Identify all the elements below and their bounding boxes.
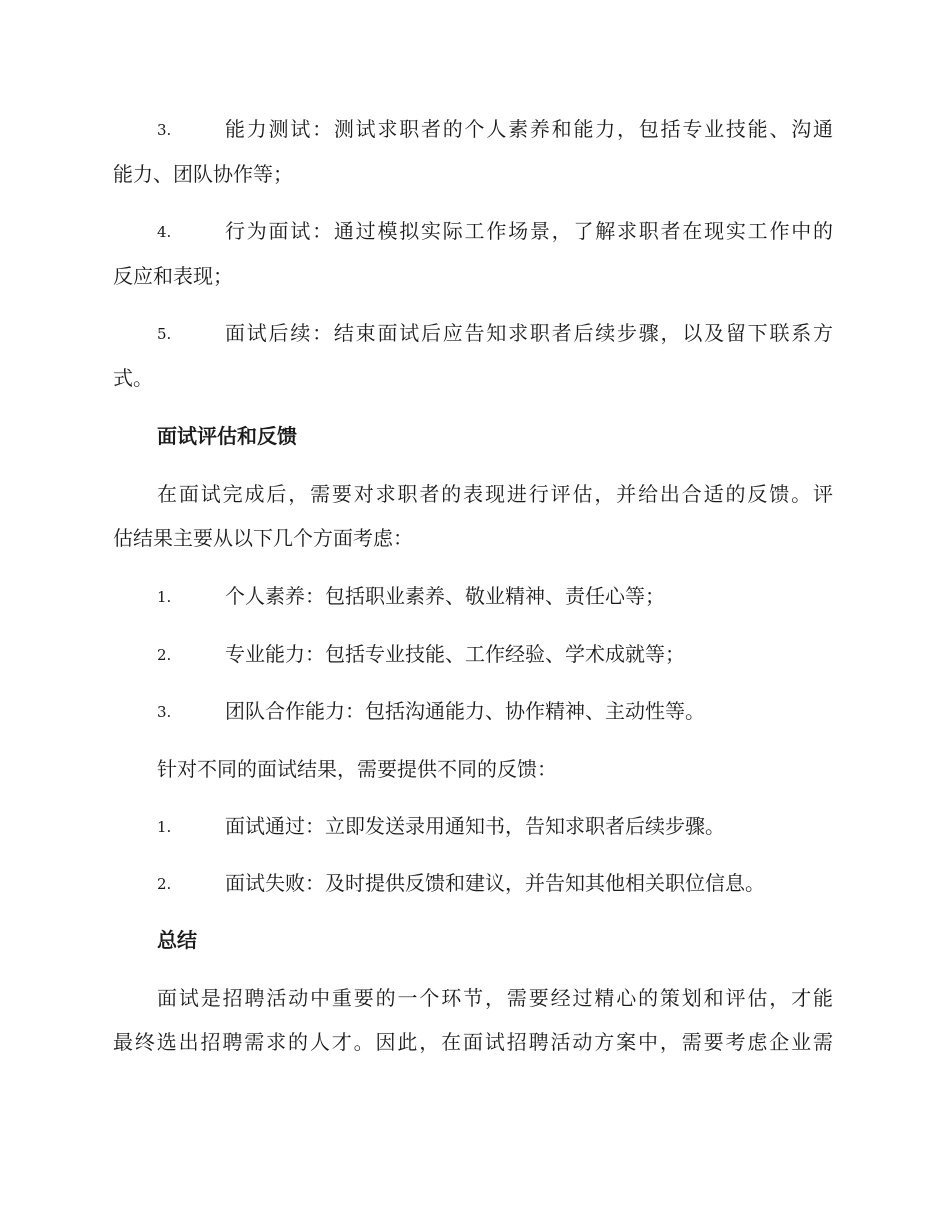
list-item-continuation: 能力、团队协作等； [113, 162, 293, 186]
list-item-text: 面试后续：结束面试后应告知求职者后续步骤，以及留下联系方 [225, 321, 833, 345]
list-item-text: 面试通过：立即发送录用通知书，告知求职者后续步骤。 [225, 814, 725, 838]
list-item-text: 专业能力：包括专业技能、工作经验、学术成就等； [225, 642, 685, 666]
list-number: 5. [157, 325, 172, 343]
paragraph-line: 针对不同的面试结果，需要提供不同的反馈： [157, 757, 557, 781]
paragraph-line: 在面试完成后，需要对求职者的表现进行评估，并给出合适的反馈。评 [157, 482, 833, 506]
list-item-text: 团队合作能力：包括沟通能力、协作精神、主动性等。 [225, 699, 705, 723]
section-heading-evaluation: 面试评估和反馈 [157, 424, 297, 448]
list-number: 3. [157, 703, 172, 721]
list-item-text: 面试失败：及时提供反馈和建议，并告知其他相关职位信息。 [225, 871, 765, 895]
list-item-text: 能力测试：测试求职者的个人素养和能力，包括专业技能、沟通 [225, 117, 833, 141]
paragraph-line: 估结果主要从以下几个方面考虑： [113, 526, 413, 550]
list-number: 1. [157, 818, 172, 836]
list-item-continuation: 反应和表现； [113, 264, 233, 288]
list-number: 2. [157, 646, 172, 664]
list-item-continuation: 式。 [113, 366, 153, 390]
list-number: 2. [157, 875, 172, 893]
paragraph-line: 面试是招聘活动中重要的一个环节，需要经过精心的策划和评估，才能 [157, 986, 833, 1010]
list-item-text: 行为面试：通过模拟实际工作场景，了解求职者在现实工作中的 [225, 219, 833, 243]
list-number: 4. [157, 223, 172, 241]
section-heading-summary: 总结 [157, 928, 197, 952]
paragraph-line: 最终选出招聘需求的人才。因此，在面试招聘活动方案中，需要考虑企业需 [113, 1030, 833, 1054]
list-number: 1. [157, 588, 172, 606]
list-number: 3. [157, 121, 172, 139]
list-item-text: 个人素养：包括职业素养、敬业精神、责任心等； [225, 584, 665, 608]
